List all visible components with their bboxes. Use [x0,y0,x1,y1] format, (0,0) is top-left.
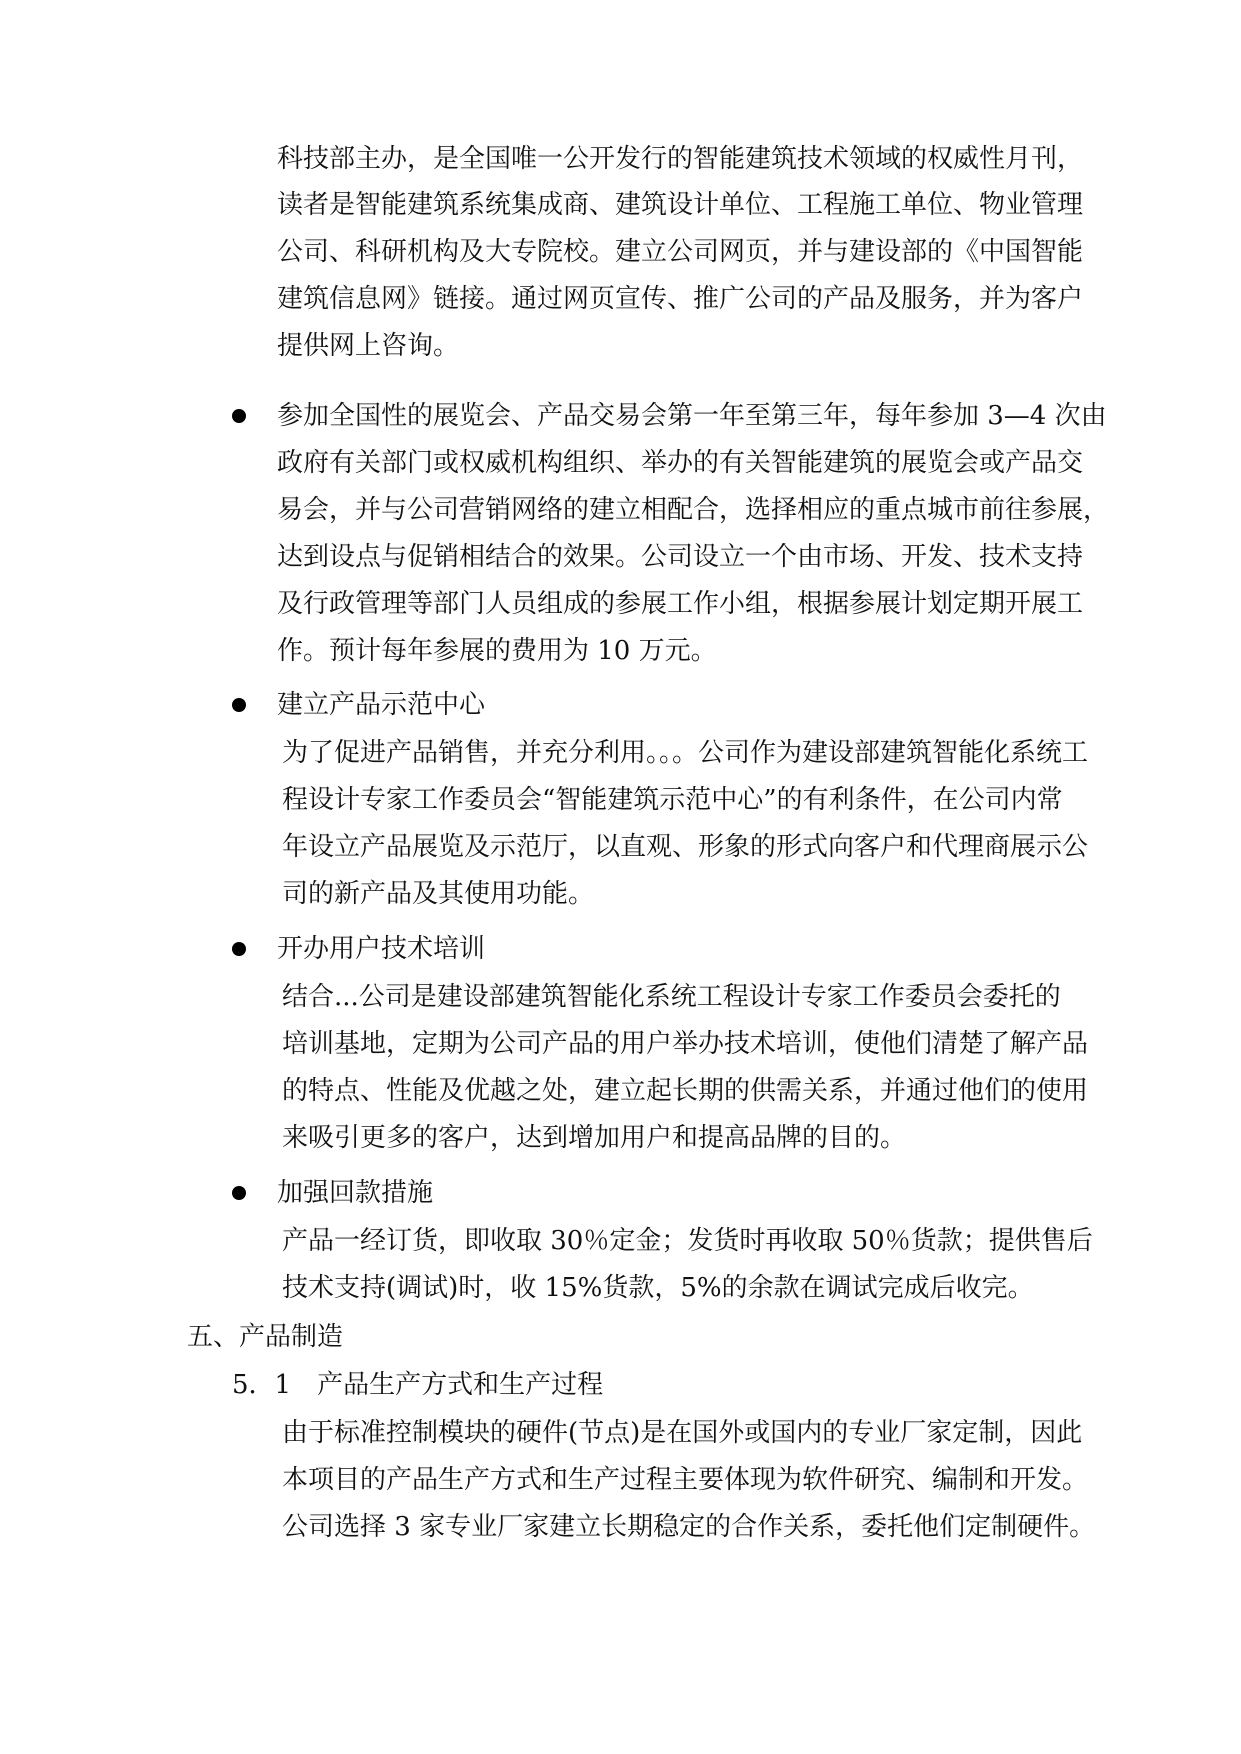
exhibition-line: 及行政管理等部门人员组成的参展工作小组，根据参展计划定期开展工 [277,589,1084,619]
section5-line: 本项目的产品生产方式和生产过程主要体现为软件研究、编制和开发。 [282,1465,1089,1495]
demo-center-line: 为了促进产品销售，并充分利用。。。公司作为建设部建筑智能化系统工 [282,738,1089,768]
section5-line: 公司选择 3 家专业厂家建立长期稳定的合作关系，委托他们定制硬件。 [282,1512,1096,1542]
exhibition-line: 政府有关部门或权威机构组织、举办的有关智能建筑的展览会或产品交 [277,448,1084,478]
bullet-icon [232,409,246,423]
intro-line: 公司、科研机构及大专院校。建立公司网页，并与建设部的《中国智能 [277,237,1084,267]
section-heading: 五、产品制造 [187,1322,344,1352]
demo-center-line: 司的新产品及其使用功能。 [282,879,595,909]
intro-line: 提供网上咨询。 [277,331,460,361]
exhibition-line: 达到设点与促销相结合的效果。公司设立一个由市场、开发、技术支持 [277,542,1084,572]
payment-line: 技术支持(调试)时，收 15%货款，5%的余款在调试完成后收完。 [282,1273,1034,1303]
exhibition-line: 作。预计每年参展的费用为 10 万元。 [277,636,717,666]
demo-center-title: 建立产品示范中心 [277,690,486,720]
training-title: 开办用户技术培训 [277,934,486,964]
payment-title: 加强回款措施 [277,1178,434,1208]
bullet-icon [232,698,246,712]
demo-center-line: 年设立产品展览及示范厅，以直观、形象的形式向客户和代理商展示公 [282,832,1089,862]
payment-line: 产品一经订货，即收取 30％定金；发货时再收取 50％货款；提供售后 [282,1226,1093,1256]
intro-line: 读者是智能建筑系统集成商、建筑设计单位、工程施工单位、物业管理 [277,190,1084,220]
exhibition-line: 易会，并与公司营销网络的建立相配合，选择相应的重点城市前往参展， [277,495,1110,525]
intro-line: 科技部主办，是全国唯一公开发行的智能建筑技术领域的权威性月刊， [277,144,1084,174]
subsection-heading: 5．1 产品生产方式和生产过程 [232,1370,604,1400]
training-line: 来吸引更多的客户，达到增加用户和提高品牌的目的。 [282,1123,907,1153]
training-line: 结合...公司是建设部建筑智能化系统工程设计专家工作委员会委托的 [282,982,1061,1012]
training-line: 培训基地，定期为公司产品的用户举办技术培训，使他们清楚了解产品 [282,1029,1089,1059]
exhibition-line: 参加全国性的展览会、产品交易会第一年至第三年，每年参加 3—4 次由 [277,401,1107,431]
bullet-icon [232,1186,246,1200]
section5-line: 由于标准控制模块的硬件(节点)是在国外或国内的专业厂家定制，因此 [282,1418,1083,1448]
training-line: 的特点、性能及优越之处，建立起长期的供需关系，并通过他们的使用 [282,1076,1089,1106]
intro-line: 建筑信息网》链接。通过网页宣传、推广公司的产品及服务，并为客户 [277,284,1084,314]
bullet-icon [232,942,246,956]
demo-center-line: 程设计专家工作委员会“智能建筑示范中心”的有利条件，在公司内常 [282,785,1063,815]
